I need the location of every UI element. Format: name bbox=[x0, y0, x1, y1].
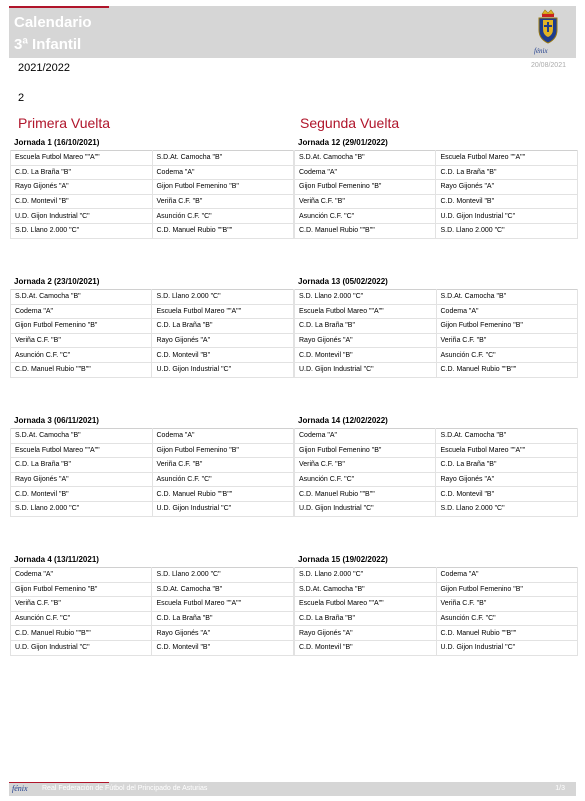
home-team: C.D. La Braña "B" bbox=[295, 319, 437, 334]
match-row bbox=[295, 348, 578, 363]
jornada-block bbox=[294, 138, 578, 239]
match-row bbox=[295, 151, 578, 166]
home-team: Asunción C.F. "C" bbox=[295, 209, 436, 224]
away-team: Gijon Futbol Femenino "B" bbox=[152, 443, 294, 458]
jornada-title: Jornada 4 (13/11/2021) bbox=[14, 555, 99, 564]
away-team: Gijon Futbol Femenino "B" bbox=[152, 180, 294, 195]
away-team: C.D. La Braña "B" bbox=[152, 611, 294, 626]
match-row bbox=[11, 626, 294, 641]
home-team: Codema "A" bbox=[11, 568, 152, 583]
footer-federation-name: Real Federación de Fútbol del Principado de Asturias bbox=[42, 785, 208, 792]
match-row bbox=[295, 626, 578, 641]
home-team: Rayo Gijonés "A" bbox=[11, 472, 153, 487]
away-team: Asunción C.F. "C" bbox=[436, 348, 578, 363]
match-row bbox=[11, 582, 294, 597]
home-team: Veriña C.F. "B" bbox=[11, 333, 152, 348]
away-team: Asunción C.F. "C" bbox=[152, 472, 294, 487]
home-team: S.D.At. Camocha "B" bbox=[11, 429, 153, 444]
jornada-block bbox=[10, 555, 294, 656]
home-team: Codema "A" bbox=[11, 304, 152, 319]
jornada-block bbox=[10, 416, 294, 517]
home-team: Asunción C.F. "C" bbox=[11, 348, 152, 363]
jornada-title: Jornada 1 (16/10/2021) bbox=[14, 138, 100, 147]
match-row bbox=[295, 501, 578, 516]
away-team: C.D. Manuel Rubio ""B"" bbox=[436, 362, 578, 377]
section-primera-vuelta: Primera Vuelta bbox=[18, 115, 111, 131]
away-team: Escuela Futbol Mareo ""A"" bbox=[152, 304, 294, 319]
match-table bbox=[294, 428, 578, 517]
home-team: Asunción C.F. "C" bbox=[295, 472, 436, 487]
away-team: Codema "A" bbox=[152, 429, 294, 444]
match-row bbox=[295, 443, 578, 458]
match-row bbox=[11, 611, 294, 626]
match-row bbox=[295, 362, 578, 377]
match-row bbox=[11, 487, 294, 502]
home-team: C.D. La Braña "B" bbox=[11, 165, 153, 180]
away-team: C.D. Manuel Rubio ""B"" bbox=[152, 487, 294, 502]
home-team: Escuela Futbol Mareo ""A"" bbox=[11, 151, 153, 166]
match-row bbox=[295, 429, 578, 444]
home-team: U.D. Gijon Industrial "C" bbox=[11, 209, 153, 224]
home-team: C.D. Montevil "B" bbox=[11, 487, 153, 502]
home-team: Rayo Gijonés "A" bbox=[295, 626, 437, 641]
match-table bbox=[10, 150, 294, 239]
match-row bbox=[295, 568, 578, 583]
match-row bbox=[11, 333, 294, 348]
jornada-title: Jornada 14 (12/02/2022) bbox=[298, 416, 388, 425]
home-team: Codema "A" bbox=[295, 429, 436, 444]
home-team: C.D. Manuel Rubio ""B"" bbox=[11, 362, 152, 377]
away-team: Veriña C.F. "B" bbox=[152, 458, 294, 473]
away-team: Rayo Gijonés "A" bbox=[152, 626, 294, 641]
home-team: U.D. Gijon Industrial "C" bbox=[295, 501, 436, 516]
jornada-block bbox=[10, 277, 294, 378]
jornada-block bbox=[294, 555, 578, 656]
home-team: Veriña C.F. "B" bbox=[295, 458, 436, 473]
away-team: C.D. La Braña "B" bbox=[436, 458, 578, 473]
home-team: S.D.At. Camocha "B" bbox=[295, 151, 436, 166]
jornada-title: Jornada 13 (05/02/2022) bbox=[298, 277, 388, 286]
footer-accent-line bbox=[9, 782, 109, 783]
away-team: Codema "A" bbox=[152, 165, 294, 180]
home-team: Veriña C.F. "B" bbox=[11, 597, 152, 612]
page-number: 1/3 bbox=[555, 785, 565, 792]
home-team: Asunción C.F. "C" bbox=[11, 611, 152, 626]
away-team: Escuela Futbol Mareo ""A"" bbox=[436, 151, 578, 166]
match-row bbox=[11, 429, 294, 444]
match-table bbox=[10, 428, 294, 517]
away-team: C.D. La Braña "B" bbox=[152, 319, 294, 334]
away-team: U.D. Gijon Industrial "C" bbox=[436, 209, 578, 224]
match-row bbox=[11, 348, 294, 363]
match-row bbox=[11, 304, 294, 319]
header-band bbox=[9, 6, 576, 58]
jornada-title: Jornada 12 (29/01/2022) bbox=[298, 138, 388, 147]
jornada-block bbox=[294, 416, 578, 517]
away-team: Escuela Futbol Mareo ""A"" bbox=[436, 443, 578, 458]
match-table bbox=[294, 567, 578, 656]
footer-logo: fénix bbox=[12, 784, 28, 793]
match-row bbox=[11, 194, 294, 209]
away-team: S.D. Llano 2.000 "C" bbox=[436, 223, 578, 238]
match-row bbox=[11, 362, 294, 377]
category-title: 3ª Infantil bbox=[14, 36, 82, 53]
home-team: S.D.At. Camocha "B" bbox=[295, 582, 437, 597]
match-row bbox=[295, 165, 578, 180]
home-team: S.D. Llano 2.000 "C" bbox=[11, 223, 153, 238]
away-team: U.D. Gijon Industrial "C" bbox=[152, 362, 294, 377]
match-row bbox=[295, 487, 578, 502]
match-row bbox=[11, 319, 294, 334]
jornada-title: Jornada 3 (06/11/2021) bbox=[14, 416, 99, 425]
match-row bbox=[295, 640, 578, 655]
match-table bbox=[294, 289, 578, 378]
match-row bbox=[295, 458, 578, 473]
match-row bbox=[11, 180, 294, 195]
home-team: C.D. Manuel Rubio ""B"" bbox=[295, 223, 436, 238]
match-row bbox=[11, 443, 294, 458]
away-team: Codema "A" bbox=[436, 304, 578, 319]
home-team: Escuela Futbol Mareo ""A"" bbox=[295, 597, 437, 612]
away-team: Gijon Futbol Femenino "B" bbox=[436, 582, 578, 597]
home-team: Escuela Futbol Mareo ""A"" bbox=[295, 304, 437, 319]
home-team: S.D. Llano 2.000 "C" bbox=[295, 568, 437, 583]
away-team: S.D.At. Camocha "B" bbox=[152, 582, 294, 597]
match-table bbox=[10, 567, 294, 656]
away-team: Veriña C.F. "B" bbox=[152, 194, 294, 209]
home-team: Rayo Gijonés "A" bbox=[11, 180, 153, 195]
away-team: Rayo Gijonés "A" bbox=[436, 180, 578, 195]
match-row bbox=[11, 209, 294, 224]
home-team: C.D. Montevil "B" bbox=[11, 194, 153, 209]
home-team: C.D. Montevil "B" bbox=[295, 348, 437, 363]
away-team: C.D. Montevil "B" bbox=[436, 487, 578, 502]
home-team: C.D. La Braña "B" bbox=[295, 611, 437, 626]
away-team: C.D. La Braña "B" bbox=[436, 165, 578, 180]
match-row bbox=[11, 568, 294, 583]
match-row bbox=[295, 290, 578, 305]
away-team: U.D. Gijon Industrial "C" bbox=[152, 501, 294, 516]
jornada-title: Jornada 15 (19/02/2022) bbox=[298, 555, 388, 564]
away-team: C.D. Montevil "B" bbox=[152, 348, 294, 363]
home-team: S.D.At. Camocha "B" bbox=[11, 290, 152, 305]
season-label: 2021/2022 bbox=[18, 62, 70, 74]
match-row bbox=[11, 151, 294, 166]
match-row bbox=[11, 597, 294, 612]
home-team: Gijon Futbol Femenino "B" bbox=[11, 582, 152, 597]
away-team: Gijon Futbol Femenino "B" bbox=[436, 319, 578, 334]
match-row bbox=[295, 333, 578, 348]
match-row bbox=[295, 209, 578, 224]
match-row bbox=[295, 180, 578, 195]
section-segunda-vuelta: Segunda Vuelta bbox=[300, 115, 400, 131]
away-team: Veriña C.F. "B" bbox=[436, 597, 578, 612]
match-table bbox=[294, 150, 578, 239]
match-row bbox=[295, 223, 578, 238]
home-team: C.D. Manuel Rubio ""B"" bbox=[295, 487, 436, 502]
away-team: Asunción C.F. "C" bbox=[152, 209, 294, 224]
home-team: Gijon Futbol Femenino "B" bbox=[11, 319, 152, 334]
home-team: C.D. La Braña "B" bbox=[11, 458, 153, 473]
home-team: Veriña C.F. "B" bbox=[295, 194, 436, 209]
match-row bbox=[295, 597, 578, 612]
away-team: Veriña C.F. "B" bbox=[436, 333, 578, 348]
home-team: U.D. Gijon Industrial "C" bbox=[11, 640, 152, 655]
match-row bbox=[295, 611, 578, 626]
home-team: U.D. Gijon Industrial "C" bbox=[295, 362, 437, 377]
home-team: S.D. Llano 2.000 "C" bbox=[11, 501, 153, 516]
jornada-title: Jornada 2 (23/10/2021) bbox=[14, 277, 100, 286]
match-row bbox=[11, 472, 294, 487]
away-team: C.D. Montevil "B" bbox=[152, 640, 294, 655]
away-team: C.D. Montevil "B" bbox=[436, 194, 578, 209]
home-team: Gijon Futbol Femenino "B" bbox=[295, 443, 436, 458]
match-row bbox=[295, 194, 578, 209]
match-row bbox=[11, 165, 294, 180]
home-team: S.D. Llano 2.000 "C" bbox=[295, 290, 437, 305]
away-team: S.D.At. Camocha "B" bbox=[436, 429, 578, 444]
away-team: Codema "A" bbox=[436, 568, 578, 583]
match-row bbox=[295, 319, 578, 334]
print-date: 20/08/2021 bbox=[530, 62, 566, 69]
home-team: Gijon Futbol Femenino "B" bbox=[295, 180, 436, 195]
match-table bbox=[10, 289, 294, 378]
home-team: C.D. Manuel Rubio ""B"" bbox=[11, 626, 152, 641]
away-team: Rayo Gijonés "A" bbox=[436, 472, 578, 487]
match-row bbox=[11, 640, 294, 655]
home-team: Rayo Gijonés "A" bbox=[295, 333, 437, 348]
away-team: U.D. Gijon Industrial "C" bbox=[436, 640, 578, 655]
away-team: S.D.At. Camocha "B" bbox=[152, 151, 294, 166]
match-row bbox=[295, 304, 578, 319]
away-team: C.D. Manuel Rubio ""B"" bbox=[436, 626, 578, 641]
away-team: S.D. Llano 2.000 "C" bbox=[436, 501, 578, 516]
away-team: Asunción C.F. "C" bbox=[436, 611, 578, 626]
match-row bbox=[295, 472, 578, 487]
away-team: C.D. Manuel Rubio ""B"" bbox=[152, 223, 294, 238]
header-accent-line bbox=[9, 6, 109, 8]
group-number: 2 bbox=[18, 92, 25, 104]
match-row bbox=[11, 290, 294, 305]
match-row bbox=[295, 582, 578, 597]
match-row bbox=[11, 501, 294, 516]
away-team: Rayo Gijonés "A" bbox=[152, 333, 294, 348]
match-row bbox=[11, 223, 294, 238]
document-title: Calendario bbox=[14, 14, 92, 31]
home-team: Escuela Futbol Mareo ""A"" bbox=[11, 443, 153, 458]
home-team: Codema "A" bbox=[295, 165, 436, 180]
away-team: S.D. Llano 2.000 "C" bbox=[152, 290, 294, 305]
away-team: Escuela Futbol Mareo ""A"" bbox=[152, 597, 294, 612]
jornada-block bbox=[294, 277, 578, 378]
home-team: C.D. Montevil "B" bbox=[295, 640, 437, 655]
away-team: S.D.At. Camocha "B" bbox=[436, 290, 578, 305]
match-row bbox=[11, 458, 294, 473]
logo-wordmark: fénix bbox=[534, 47, 548, 55]
away-team: S.D. Llano 2.000 "C" bbox=[152, 568, 294, 583]
jornada-block bbox=[10, 138, 294, 239]
